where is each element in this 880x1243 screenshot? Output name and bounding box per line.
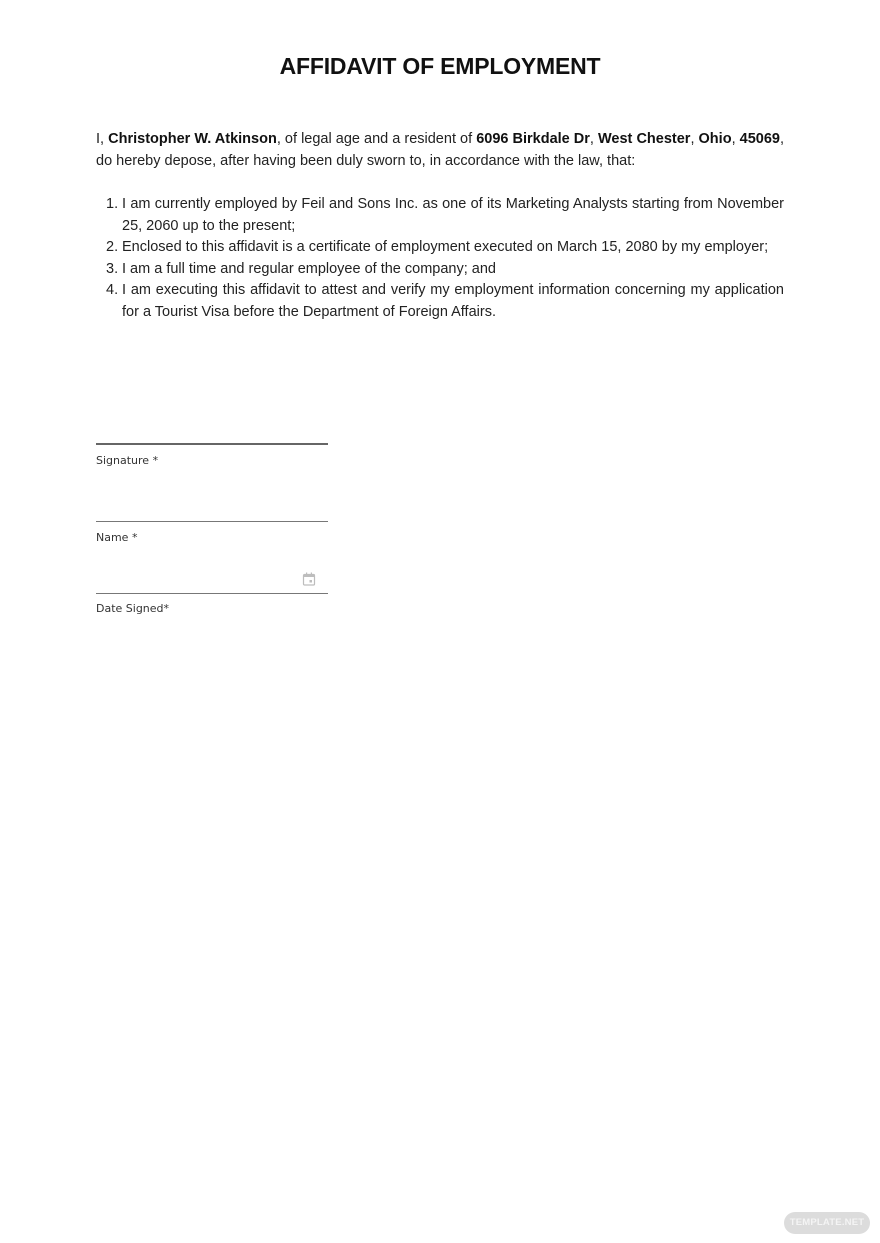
list-item: [96, 237, 784, 259]
intro-suffix: , do hereby depose, after having been duly sworn to, in accordance with the law, that:: [96, 131, 785, 169]
name-label: Name *: [96, 531, 138, 544]
name-field[interactable]: [96, 521, 328, 544]
item-text: I am a full time and regular employee of the company; and: [122, 260, 496, 277]
item-number: 4.: [106, 282, 119, 298]
name-line[interactable]: [96, 521, 328, 522]
affiant-street: 6096 Birkdale Dr: [476, 131, 590, 147]
separator: ,: [731, 131, 740, 147]
affiant-zip: 45069: [739, 131, 780, 147]
signature-label: Signature *: [96, 454, 159, 467]
date-line[interactable]: [96, 593, 328, 594]
list-item: [96, 280, 784, 323]
document-title: AFFIDAVIT OF EMPLOYMENT: [279, 53, 601, 79]
item-text: I am executing this affidavit to attest and verify my employment information concerning my application for a Tourist Visa before the Department of Foreign Affairs.: [122, 282, 784, 320]
affiant-name: Christopher W. Atkinson: [108, 131, 277, 147]
affiant-city: West Chester: [598, 131, 691, 147]
intro-text: , of legal age and a resident of: [276, 131, 477, 147]
list-item: [96, 259, 784, 281]
calendar-icon[interactable]: [302, 572, 316, 586]
item-text: I am currently employed by Feil and Sons Inc. as one of its Marketing Analysts starting from November 25, 2060 up to the present;: [122, 196, 784, 234]
signature-line[interactable]: [96, 443, 328, 445]
intro-prefix: I,: [96, 131, 109, 147]
item-number: 3.: [106, 260, 119, 277]
intro-paragraph: [96, 129, 784, 172]
separator: ,: [589, 131, 598, 147]
list-item: [96, 194, 784, 237]
item-number: 2.: [106, 239, 119, 255]
date-signed-field[interactable]: [96, 593, 328, 615]
signature-field[interactable]: [96, 443, 328, 467]
watermark-badge: TEMPLATE.NET: [784, 1212, 870, 1234]
separator: ,: [690, 131, 699, 147]
item-number: 1.: [106, 196, 119, 212]
date-signed-label: Date Signed*: [96, 602, 170, 615]
item-text: Enclosed to this affidavit is a certificate of employment executed on March 15, 2080 by my employer;: [122, 239, 769, 255]
statement-list: [96, 194, 784, 323]
affiant-state: Ohio: [698, 131, 732, 147]
